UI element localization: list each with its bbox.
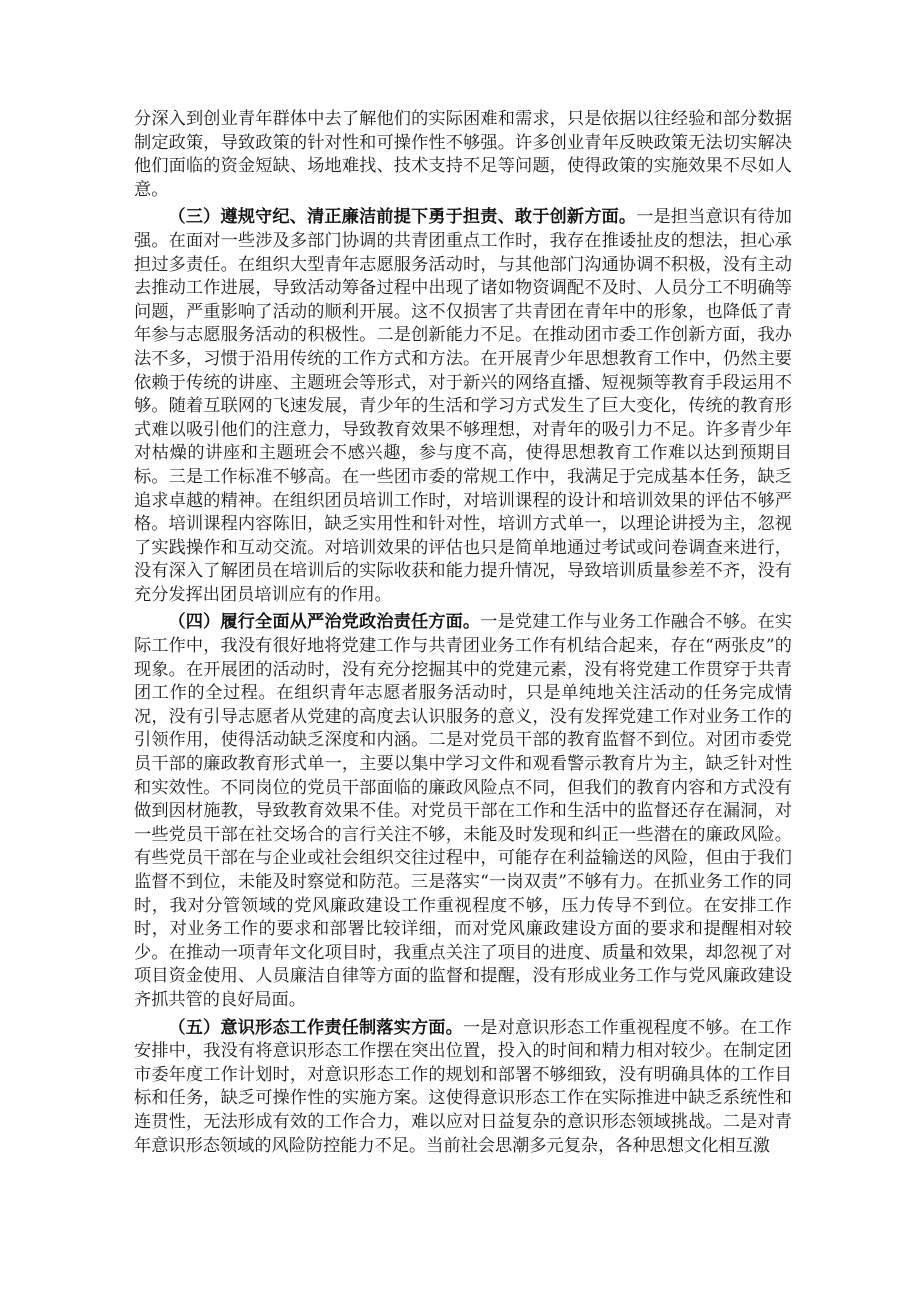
section-heading: （五）意识形态工作责任制落实方面。: [168, 1017, 463, 1038]
paragraph-text: 一是担当意识有待加强。在面对一些涉及多部门协调的共青团重点工作时，我存在推诿扯皮的想法，担心承担过多责任。在组织大型青年志愿服务活动时，与其他部门沟通协调不积极，没有主动去推动工作进展，导致活动筹备过程中出现了诸如物资调配不及时、人员分工不明确等问题，严重影响了活动的顺利开展。这不仅损害了共青团在青年中的形象，也降低了青年参与志愿服务活动的积极性。二是创新能力不足。在推动团市委工作创新方面，我办法不多，习惯于沿用传统的工作方式和方法。在开展青少年思想教育工作中，仍然主要依赖于传统的讲座、主题班会等形式，对于新兴的网络直播、短视频等教育手段运用不够。随着互联网的飞速发展，青少年的生活和学习方式发生了巨大变化，传统的教育形式难以吸引他们的注意力，导致教育效果不够理想，对青年的吸引力不足。许多青少年对枯燥的讲座和主题班会不感兴趣，参与度不高，使得思想教育工作难以达到预期目标。三是工作标准不够高。在一些团市委的常规工作中，我满足于完成基本任务，缺乏追求卓越的精神。在组织团员培训工作时，对培训课程的设计和培训效果的评估不够严格。培训课程内容陈旧，缺乏实用性和针对性，培训方式单一，以理论讲授为主，忽视了实践操作和互动交流。对培训效果的评估也只是简单地通过考试或问卷调查来进行，没有深入了解团员在培训后的实际收获和能力提升情况，导致培训质量参差不齐，没有充分发挥出团员培训应有的作用。: [134, 207, 792, 605]
paragraph-text: 分深入到创业青年群体中去了解他们的实际困难和需求，只是依据以往经验和部分数据制定政策，导致政策的针对性和可操作性不够强。许多创业青年反映政策无法切实解决他们面临的资金短缺、场地难找、技术支持不足等问题，使得政策的实施效果不尽如人意。: [134, 109, 792, 200]
paragraph-continuation: [134, 108, 792, 202]
paragraph-section-5: [134, 1017, 792, 1159]
document-page: [134, 108, 792, 1162]
section-heading: （三）遵规守纪、清正廉洁前提下勇于担责、敢于创新方面。: [168, 207, 637, 228]
paragraph-section-4: [134, 611, 792, 1012]
paragraph-section-3: [134, 206, 792, 607]
section-heading: （四）履行全面从严治党政治责任方面。: [168, 612, 481, 633]
paragraph-text: 一是党建工作与业务工作融合不够。在实际工作中，我没有很好地将党建工作与共青团业务工作有机结合起来，存在“两张皮”的现象。在开展团的活动时，没有充分挖掘其中的党建元素，没有将党建工作贯穿于共青团工作的全过程。在组织青年志愿者服务活动时，只是单纯地关注活动的任务完成情况，没有引导志愿者从党建的高度去认识服务的意义，没有发挥党建工作对业务工作的引领作用，使得活动缺乏深度和内涵。二是对党员干部的教育监督不到位。对团市委党员干部的廉政教育形式单一，主要以集中学习文件和观看警示教育片为主，缺乏针对性和实效性。不同岗位的党员干部面临的廉政风险点不同，但我们的教育内容和方式没有做到因材施教，导致教育效果不佳。对党员干部在工作和生活中的监督还存在漏洞，对一些党员干部在社交场合的言行关注不够，未能及时发现和纠正一些潜在的廉政风险。有些党员干部在与企业或社会组织交往过程中，可能存在利益输送的风险，但由于我们监督不到位，未能及时察觉和防范。三是落实“一岗双责”不够有力。在抓业务工作的同时，我对分管领域的党风廉政建设工作重视程度不够，压力传导不到位。在安排工作时，对业务工作的要求和部署比较详细，而对党风廉政建设方面的要求和提醒相对较少。在推动一项青年文化项目时，我重点关注了项目的进度、质量和效果，却忽视了对项目资金使用、人员廉洁自律等方面的监督和提醒，没有形成业务工作与党风廉政建设齐抓共管的良好局面。: [134, 612, 792, 1010]
paragraph-text: 一是对意识形态工作重视程度不够。在工作安排中，我没有将意识形态工作摆在突出位置，投入的时间和精力相对较少。在制定团市委年度工作计划时，对意识形态工作的规划和部署不够细致，没有明确具体的工作目标和任务，缺乏可操作性的实施方案。这使得意识形态工作在实际推进中缺乏系统性和连贯性，无法形成有效的工作合力，难以应对日益复杂的意识形态领域挑战。二是对青年意识形态领域的风险防控能力不足。当前社会思潮多元复杂，各种思想文化相互激: [134, 1017, 792, 1156]
